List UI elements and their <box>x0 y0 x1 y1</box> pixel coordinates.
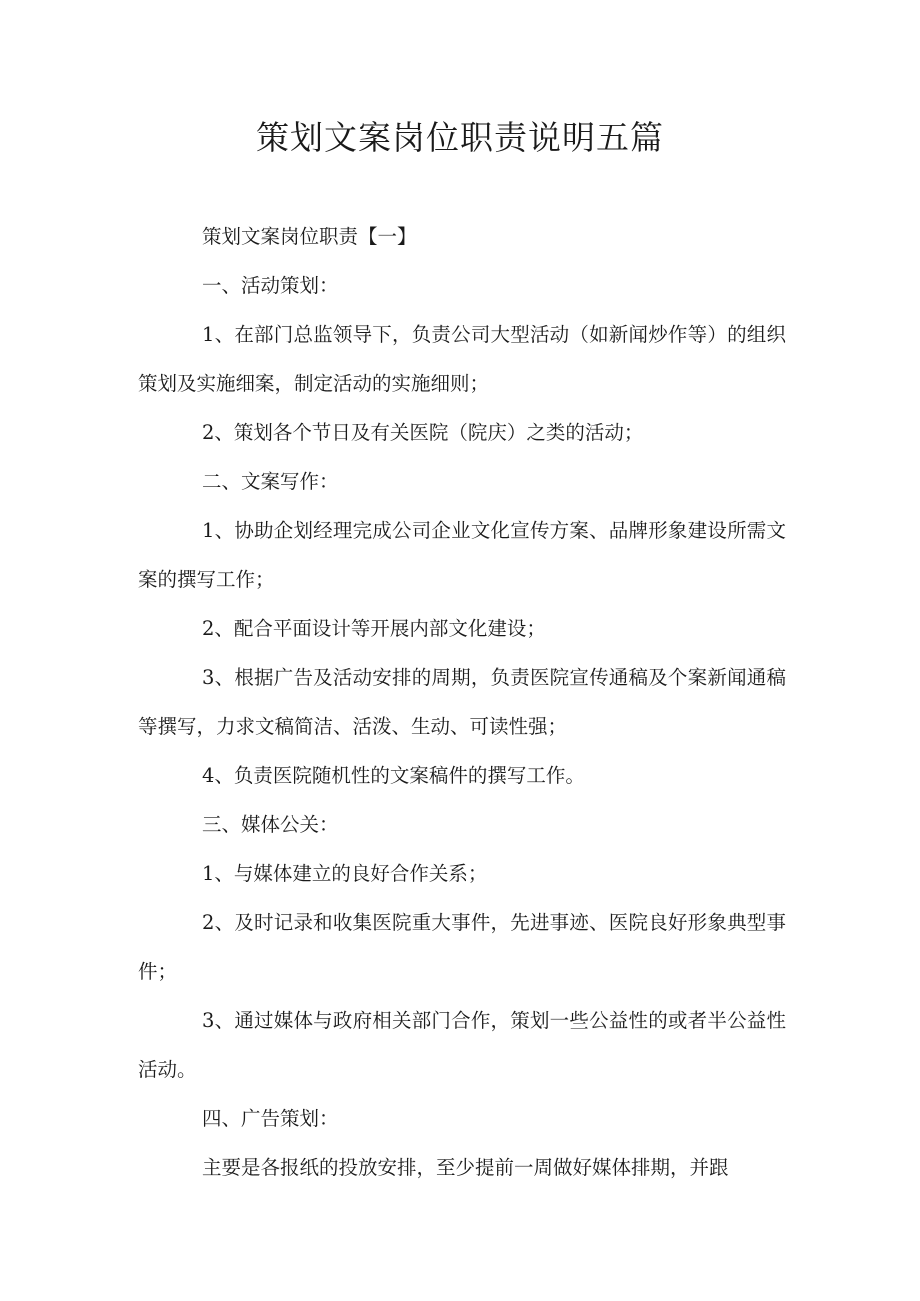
section-heading-ad-planning: 四、广告策划： <box>202 1107 339 1130</box>
page-title: 策划文案岗位职责说明五篇 <box>256 118 664 157</box>
body-paragraph: 主要是各报纸的投放安排，至少提前一周做好媒体排期，并跟 <box>202 1156 729 1179</box>
document-body <box>138 212 786 1192</box>
list-item: 1、在部门总监领导下，负责公司大型活动（如新闻炒作等）的组织策划及实施细案，制定活动的实施细则； <box>138 323 786 395</box>
section-heading-media-pr: 三、媒体公关： <box>202 813 339 836</box>
list-item: 1、与媒体建立的良好合作关系； <box>202 862 488 885</box>
list-item: 4、负责医院随机性的文案稿件的撰写工作。 <box>202 764 585 787</box>
list-item: 2、及时记录和收集医院重大事件，先进事迹、医院良好形象典型事件； <box>138 911 786 983</box>
list-item: 3、通过媒体与政府相关部门合作，策划一些公益性的或者半公益性活动。 <box>138 1009 786 1081</box>
list-item: 2、策划各个节日及有关医院（院庆）之类的活动； <box>202 421 644 444</box>
list-item: 2、配合平面设计等开展内部文化建设； <box>202 617 546 640</box>
section-heading-activity-planning: 一、活动策划： <box>202 274 339 297</box>
section-heading-copywriting: 二、文案写作： <box>202 470 339 493</box>
list-item: 1、协助企划经理完成公司企业文化宣传方案、品牌形象建设所需文案的撰写工作； <box>138 519 786 591</box>
section-title: 策划文案岗位职责【一】 <box>202 225 417 248</box>
list-item: 3、根据广告及活动安排的周期，负责医院宣传通稿及个案新闻通稿等撰写，力求文稿简洁、活泼、生动、可读性强； <box>138 666 786 738</box>
